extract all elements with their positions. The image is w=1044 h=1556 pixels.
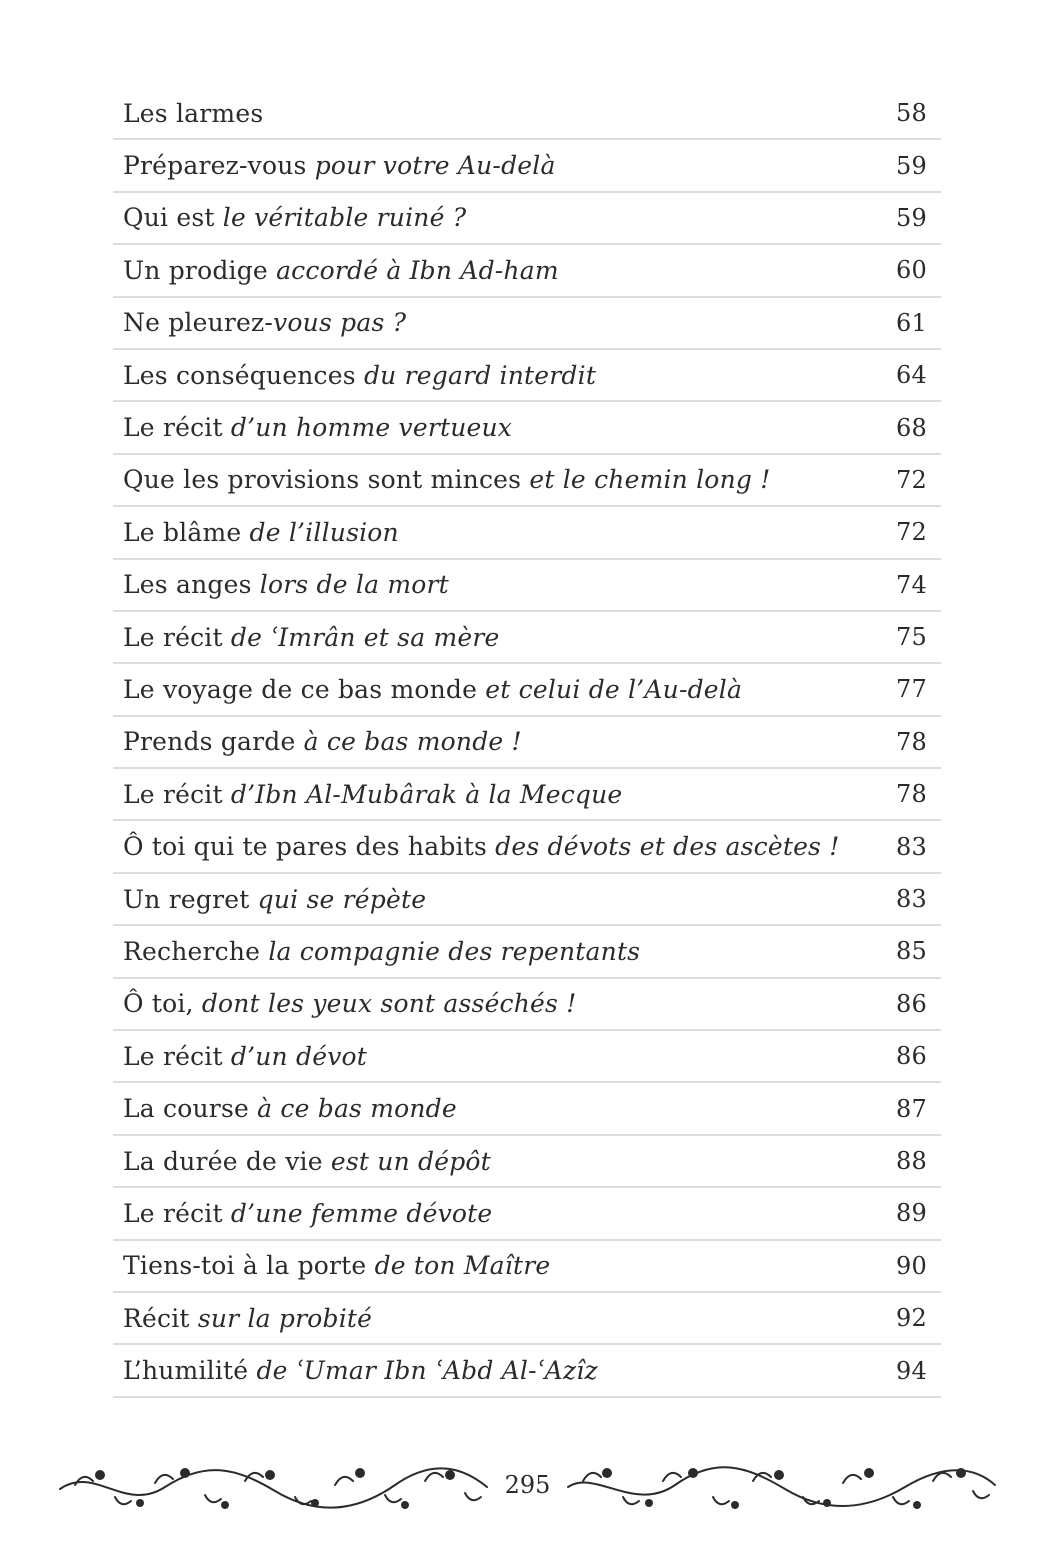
toc-entry-page-number: 78	[896, 727, 927, 756]
toc-entry-title-italic: d’Ibn Al-Mubârak à la Mecque	[230, 779, 623, 809]
toc-entry	[113, 821, 941, 873]
toc-entry	[113, 612, 941, 664]
toc-entry	[113, 1345, 941, 1397]
toc-entry	[113, 88, 941, 140]
toc-entry-title	[123, 570, 449, 599]
toc-entry	[113, 298, 941, 350]
toc-entry-title-plain: Le voyage de ce bas monde	[123, 674, 486, 704]
toc-entry	[113, 402, 941, 454]
toc-entry-title-italic: qui se répète	[257, 884, 427, 914]
toc-entry-title-italic: d’un homme vertueux	[230, 413, 513, 443]
toc-entry-title	[123, 1251, 550, 1280]
toc-entry-page-number: 60	[896, 256, 927, 285]
toc-entry-title-italic: d’une femme dévote	[230, 1198, 493, 1228]
toc-entry	[113, 193, 941, 245]
toc-entry-title	[123, 465, 770, 494]
toc-entry-title-plain: Le récit	[123, 413, 231, 443]
toc-entry-title-italic: le véritable ruiné ?	[222, 203, 467, 233]
toc-entry-title-plain: Le récit	[123, 779, 231, 809]
toc-entry-page-number: 86	[896, 989, 927, 1018]
toc-entry-title	[123, 1304, 372, 1333]
toc-entry-title	[123, 203, 466, 232]
toc-entry-title-italic: dont les yeux sont asséchés !	[201, 989, 577, 1019]
toc-entry	[113, 769, 941, 821]
toc-entry	[113, 1293, 941, 1345]
toc-entry-title	[123, 1094, 457, 1123]
page-number: 295	[504, 1471, 551, 1499]
toc-entry-title-plain: Que les provisions sont minces	[123, 465, 530, 495]
toc-entry-page-number: 72	[896, 518, 927, 547]
toc-entry-title-plain: Ô toi,	[123, 989, 202, 1019]
toc-entry-title	[123, 413, 512, 442]
toc-entry-title-italic: et celui de l’Au-delà	[485, 674, 743, 704]
toc-entry-title-italic: lors de la mort	[259, 570, 449, 600]
toc-entry-page-number: 89	[896, 1199, 927, 1228]
toc-entry-title-italic: la compagnie des repentants	[268, 936, 641, 966]
toc-entry-title	[123, 1356, 598, 1385]
toc-entry-title	[123, 623, 500, 652]
toc-entry-title-plain: Les anges	[123, 570, 260, 600]
toc-entry-title-plain: Ne pleurez-	[123, 308, 274, 338]
toc-entry-title-plain: Les conséquences	[123, 360, 364, 390]
toc-entry-page-number: 78	[896, 780, 927, 809]
toc-entry	[113, 664, 941, 716]
toc-entry	[113, 350, 941, 402]
toc-entry-page-number: 85	[896, 937, 927, 966]
toc-entry-title-italic: à ce bas monde !	[303, 727, 522, 757]
toc-entry	[113, 455, 941, 507]
toc-entry-page-number: 58	[896, 99, 927, 128]
toc-entry-title-italic: de ʿUmar Ibn ʿAbd Al-ʿAzîz	[256, 1356, 598, 1386]
toc-entry-page-number: 61	[896, 308, 927, 337]
table-of-contents	[113, 88, 941, 1398]
toc-entry-page-number: 68	[896, 413, 927, 442]
toc-entry-title-plain: Tiens-toi à la porte	[123, 1251, 375, 1281]
toc-entry-title-plain: Un regret	[123, 884, 258, 914]
toc-entry-title	[123, 937, 640, 966]
toc-entry	[113, 874, 941, 926]
toc-entry	[113, 979, 941, 1031]
toc-entry-title-italic: et le chemin long !	[529, 465, 771, 495]
toc-entry-title-italic: du regard interdit	[363, 360, 597, 390]
toc-entry-title-plain: Ô toi qui te pares des habits	[123, 832, 496, 862]
toc-entry-page-number: 86	[896, 1042, 927, 1071]
toc-entry-page-number: 92	[896, 1304, 927, 1333]
toc-entry-title-plain: Le blâme	[123, 517, 250, 547]
toc-entry	[113, 1241, 941, 1293]
toc-entry-title-italic: des dévots et des ascètes !	[495, 832, 840, 862]
toc-entry	[113, 507, 941, 559]
toc-entry	[113, 140, 941, 192]
toc-entry-title	[123, 780, 622, 809]
toc-entry-title-plain: L’humilité	[123, 1356, 257, 1386]
toc-entry	[113, 1031, 941, 1083]
toc-entry-page-number: 59	[896, 203, 927, 232]
toc-entry-page-number: 74	[896, 570, 927, 599]
toc-entry-page-number: 88	[896, 1147, 927, 1175]
toc-entry-title	[123, 518, 399, 547]
toc-entry	[113, 717, 941, 769]
floral-vine-ornament-icon	[565, 1445, 1000, 1525]
toc-entry	[113, 1188, 941, 1240]
toc-entry-page-number: 87	[896, 1094, 927, 1123]
toc-entry-page-number: 77	[896, 675, 927, 704]
toc-entry-title-italic: vous pas ?	[273, 308, 407, 338]
toc-entry	[113, 560, 941, 612]
toc-entry-title-plain: Le récit	[123, 1198, 231, 1228]
toc-entry-title-italic: sur la probité	[197, 1303, 373, 1333]
toc-entry-title-italic: accordé à Ibn Ad-ham	[276, 255, 559, 285]
toc-entry-page-number: 72	[896, 465, 927, 494]
toc-entry-title-plain: Récit	[123, 1303, 198, 1333]
page-footer	[55, 1445, 1000, 1525]
toc-entry-title-italic: de l’illusion	[249, 517, 399, 547]
toc-entry-title-plain: La durée de vie	[123, 1146, 331, 1176]
toc-entry-title-italic: est un dépôt	[330, 1146, 491, 1176]
toc-entry-title	[123, 675, 742, 704]
toc-entry-title-italic: d’un dévot	[230, 1041, 368, 1071]
toc-entry	[113, 1136, 941, 1188]
floral-vine-ornament-icon	[55, 1445, 490, 1525]
toc-entry-title-plain: Recherche	[123, 936, 269, 966]
toc-entry-page-number: 83	[896, 885, 927, 914]
toc-entry-title	[123, 1147, 491, 1176]
toc-entry	[113, 926, 941, 978]
toc-entry-title	[123, 99, 263, 128]
toc-entry-title-italic: de ʿImrân et sa mère	[230, 622, 500, 652]
toc-entry-page-number: 59	[896, 151, 927, 180]
toc-entry-title-plain: Les larmes	[123, 98, 264, 128]
toc-entry-title	[123, 256, 559, 285]
toc-entry-title	[123, 151, 556, 180]
toc-entry-title-plain: Préparez-vous	[123, 151, 315, 181]
toc-entry	[113, 1083, 941, 1135]
toc-entry-page-number: 90	[896, 1251, 927, 1280]
toc-entry-page-number: 64	[896, 361, 927, 390]
toc-entry-title	[123, 727, 522, 756]
toc-entry-title-italic: pour votre Au-delà	[314, 151, 556, 181]
toc-entry-title	[123, 885, 426, 914]
toc-entry-title-italic: de ton Maître	[374, 1251, 551, 1281]
toc-entry-title-plain: Prends garde	[123, 727, 304, 757]
toc-entry-page-number: 94	[896, 1356, 927, 1385]
toc-entry-page-number: 75	[896, 623, 927, 652]
toc-entry-title	[123, 989, 576, 1018]
toc-entry-title-plain: La course	[123, 1094, 258, 1124]
toc-entry-title-plain: Le récit	[123, 622, 231, 652]
toc-entry-title-plain: Qui est	[123, 203, 223, 233]
toc-entry-title-plain: Le récit	[123, 1041, 231, 1071]
toc-entry-title	[123, 308, 406, 337]
toc-entry-title	[123, 832, 839, 861]
toc-entry-title	[123, 361, 596, 390]
toc-entry-title-italic: à ce bas monde	[257, 1094, 457, 1124]
toc-entry-title	[123, 1042, 367, 1071]
toc-entry-title-plain: Un prodige	[123, 255, 277, 285]
toc-entry-title	[123, 1199, 492, 1228]
toc-entry	[113, 245, 941, 297]
toc-entry-page-number: 83	[896, 832, 927, 861]
